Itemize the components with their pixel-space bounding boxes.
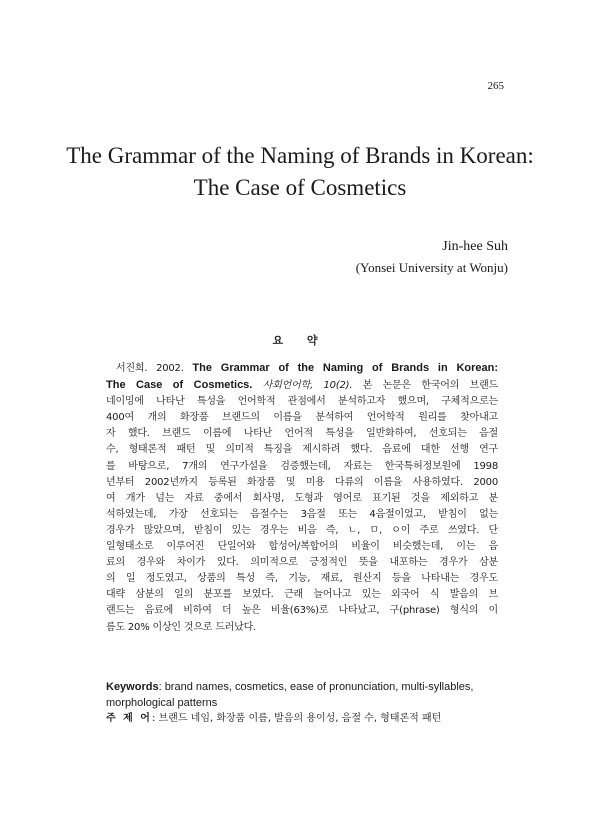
- abstract-line: 석하였는데, 가장 선호되는 음절수는 3음절 또는 4음절이었고, 받침이 없는: [106, 508, 498, 520]
- citation-title: The Case of Cosmetics.: [106, 379, 253, 392]
- page-number: 265: [487, 80, 504, 92]
- abstract-line: 자 했다. 브랜드 이름에 나타난 언어적 특성을 일반화하여, 선호되는 음절: [106, 428, 498, 440]
- abstract-line: 를 바탕으로, 7개의 연구가설을 검증했는데, 자료는 한국특허정보원에 1998: [106, 460, 498, 472]
- abstract-line: 네이밍에 나타난 특성을 언어학적 관점에서 분석하고자 했으며, 구체적으로는: [106, 396, 498, 408]
- citation-author: 서진희. 2002.: [116, 363, 184, 374]
- korean-keywords-text: : 브랜드 네임, 화장품 이름, 발음의 용이성, 음절 수, 형태론적 패턴: [151, 713, 442, 724]
- keywords-label: Keywords: [106, 681, 159, 693]
- keywords-text: : brand names, cosmetics, ease of pronunciation, multi-syllables, morphological patterns: [106, 681, 474, 709]
- abstract-line: 수, 형태론적 패턴 및 의미적 특징을 제시하려 했다. 음료에 대한 선행 연구: [106, 444, 498, 456]
- abstract-line: 400여 개의 화장품 브랜드의 이름을 분석하여 언어학적 원리를 찾아내고: [106, 412, 498, 424]
- abstract-body: [106, 360, 498, 636]
- title-line-2: The Case of Cosmetics: [193, 175, 407, 200]
- author-name: Jin-hee Suh: [442, 239, 508, 254]
- abstract-line: 랜드는 음료에 비하여 더 높은 비율(63%)로 나타났고, 구(phrase) 형식의 이: [106, 605, 498, 617]
- journal-name: 사회언어학,: [262, 380, 314, 392]
- paper-title: [40, 140, 560, 204]
- author-affiliation: (Yonsei University at Wonju): [355, 260, 508, 275]
- abstract-line: [106, 360, 498, 377]
- abstract-line: 일형태소로 이루어진 단일어와 합성어/복합어의 비율이 비슷했는데, 이는 음: [106, 541, 498, 553]
- abstract-line: 여 개가 넘는 자료 중에서 회사명, 도형과 영어로 표기된 것을 제외하고 분: [106, 492, 498, 504]
- abstract-line: 경우가 많았으며, 받침이 있는 경우는 비음 즉, ㄴ, ㅁ, ㅇ이 주로 쓰였다. 단: [106, 524, 498, 536]
- title-line-1: The Grammar of the Naming of Brands in Korean:: [66, 143, 534, 168]
- citation-title: The Grammar of the Naming of Brands in Korean:: [192, 362, 499, 374]
- abstract-line: 대략 삼분의 일의 분포를 보였다. 근래 늘어나고 있는 외국어 식 발음의 브: [106, 589, 498, 601]
- abstract-text: 본 논문은 한국어의 브랜드: [362, 380, 498, 392]
- korean-keywords-label: 주 제 어: [106, 713, 152, 724]
- english-keywords: [106, 679, 498, 711]
- abstract-line: 름도 20% 이상인 것으로 드러났다.: [106, 621, 257, 633]
- abstract-heading: 요 약: [272, 334, 328, 347]
- abstract-line: 료의 경우와 차이가 있다. 의미적으로 긍정적인 뜻을 내포하는 경우가 삼분: [106, 557, 498, 569]
- korean-keywords: [106, 711, 498, 727]
- author-block: [356, 236, 508, 278]
- abstract-line: 년부터 2002년까지 등록된 화장품 및 미용 다류의 이름을 사용하였다. 2000: [106, 476, 498, 488]
- abstract-line: 의 일 정도였고, 상품의 특성 즉, 기능, 재료, 원산지 등을 나타내는 경우도: [106, 573, 498, 585]
- abstract-line: [106, 377, 498, 394]
- journal-volume: 10(2).: [323, 380, 353, 392]
